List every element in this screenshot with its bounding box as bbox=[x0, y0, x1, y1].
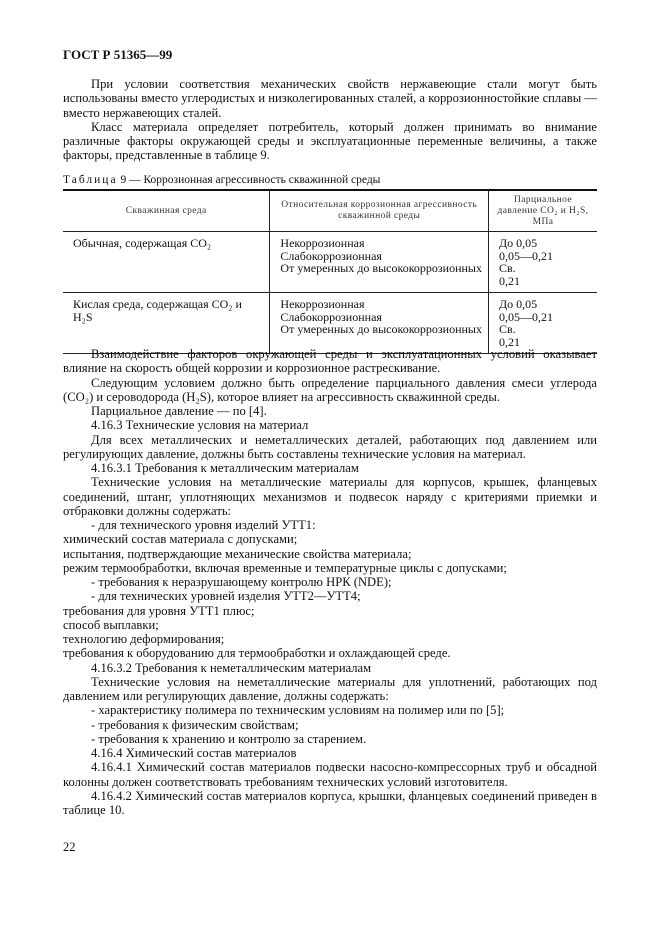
cell-line: 0,21 bbox=[499, 273, 520, 288]
cell-line: 0,05—0,21 bbox=[499, 309, 553, 324]
document-header: ГОСТ Р 51365—99 bbox=[63, 47, 173, 62]
paragraph: режим термообработки, включая временные и температурные циклы с допусками; bbox=[63, 560, 507, 575]
paragraph: Технические условия на неметаллические материалы для уплотнений, работающих под давлением или регулирующих давление, должны содержать: bbox=[63, 674, 597, 703]
cell-line: От умеренных до высококоррозионных bbox=[280, 322, 482, 336]
pressure-cell bbox=[489, 293, 598, 354]
paragraph: Класс материала определяет потребитель, который должен принимать во внимание различные факторы окружающей среды и эксплуатационные переменные величины, а также факторы, представленные в таблице 9. bbox=[63, 119, 597, 163]
paragraph: требования к оборудованию для термообработки и охлаждающей среде. bbox=[63, 646, 451, 661]
caption-prefix: Таблица bbox=[63, 174, 118, 186]
cell-line: Слабокоррозионная bbox=[280, 248, 382, 263]
cell-line: От умеренных до высококоррозионных bbox=[280, 261, 482, 275]
page-number: 22 bbox=[63, 840, 76, 854]
env-cell: Обычная, содержащая CO₂ bbox=[63, 232, 270, 293]
paragraph: При условии соответствия механических свойств нержавеющие стали могут быть использованы вместо углеродистых и низколегированных сталей, а коррозионностойкие сплавы — вместо нержавеющих сталей. bbox=[63, 77, 597, 120]
column-header: Скважинная среда bbox=[63, 190, 270, 232]
cell-line: Св. bbox=[499, 322, 516, 336]
cell-line: Слабокоррозионная bbox=[280, 309, 382, 324]
paragraph: 4.16.4 Химический состав материалов bbox=[91, 746, 297, 760]
paragraph: Взаимодействие факторов окружающей среды и эксплуатационных условий оказывает влияние на скорость общей коррозии и коррозионное растрескивание. bbox=[63, 347, 597, 376]
cell-line: 0,21 bbox=[499, 334, 520, 349]
table-header-row bbox=[63, 190, 597, 232]
paragraph: требования для уровня УТТ1 плюс; bbox=[63, 603, 255, 618]
paragraph: 4.16.4.1 Химический состав материалов подвески насосно-компрессорных труб и обсадной колонны должен соответствовать требованиям технических условий изготовителя. bbox=[63, 760, 597, 789]
env-cell: Кислая среда, содержащая CO₂ и H₂S bbox=[63, 293, 270, 354]
body-text bbox=[63, 347, 597, 817]
paragraph: способ выплавки; bbox=[63, 617, 159, 632]
cell-line: Св. bbox=[499, 261, 516, 275]
cell-line: До 0,05 bbox=[499, 236, 538, 250]
paragraph: - требования к неразрушающему контролю НРК (NDE); bbox=[91, 575, 392, 589]
intro-text bbox=[63, 77, 597, 163]
aggressiveness-cell bbox=[270, 232, 489, 293]
cell-line: 0,05—0,21 bbox=[499, 248, 553, 263]
paragraph: - для технических уровней изделия УТТ2—УТТ4; bbox=[91, 589, 361, 604]
table-row bbox=[63, 293, 597, 354]
cell-line: Некоррозионная bbox=[280, 236, 365, 250]
paragraph: химический состав материала с допусками; bbox=[63, 532, 298, 547]
caption-text: 9 — Коррозионная агрессивность скважинной среды bbox=[117, 174, 381, 186]
paragraph: Для всех металлических и неметаллических деталей, работающих под давлением или регулирующих давление, должны быть составлены технические условия на материал. bbox=[63, 432, 597, 461]
paragraph: технологию деформирования; bbox=[63, 632, 225, 646]
paragraph: - для технического уровня изделий УТТ1: bbox=[91, 518, 316, 532]
paragraph: Технические условия на металлические материалы для корпусов, крышек, фланцевых соединений, штанг, уплотняющих механизмов и подвесок наряду с критериями приемки и отбраковки должны содержать: bbox=[63, 475, 597, 518]
paragraph: испытания, подтверждающие механические свойства материала; bbox=[63, 546, 412, 561]
paragraph: - характеристику полимера по техническим условиям на полимер или по [5]; bbox=[91, 703, 505, 718]
aggressiveness-cell bbox=[270, 293, 489, 354]
column-header: Парциальное давление CO₂ и H₂S, МПа bbox=[489, 190, 598, 232]
table-row bbox=[63, 232, 597, 293]
paragraph: - требования к физическим свойствам; bbox=[91, 717, 299, 732]
paragraph: 4.16.3 Технические условия на материал bbox=[91, 418, 309, 433]
paragraph: 4.16.4.2 Химический состав материалов корпуса, крышки, фланцевых соединений приведен в таблице 10. bbox=[63, 788, 597, 817]
paragraph: 4.16.3.2 Требования к неметаллическим материалам bbox=[91, 660, 372, 675]
pressure-cell bbox=[489, 232, 598, 293]
paragraph: Следующим условием должно быть определение парциального давления смеси углерода (CO₂) и сероводорода (H₂S), которое влияет на агрессивность скважинной среды. bbox=[63, 375, 597, 404]
paragraph: 4.16.3.1 Требования к металлическим материалам bbox=[91, 461, 359, 475]
paragraph: Парциальное давление — по [4]. bbox=[91, 404, 267, 418]
column-header: Относительная коррозионная агрессивность скважинной среды bbox=[270, 190, 489, 232]
cell-line: Некоррозионная bbox=[280, 297, 365, 311]
corrosion-table bbox=[63, 189, 597, 354]
cell-line: До 0,05 bbox=[499, 297, 538, 311]
paragraph: - требования к хранению и контролю за старением. bbox=[91, 731, 367, 746]
table-caption bbox=[63, 174, 380, 186]
